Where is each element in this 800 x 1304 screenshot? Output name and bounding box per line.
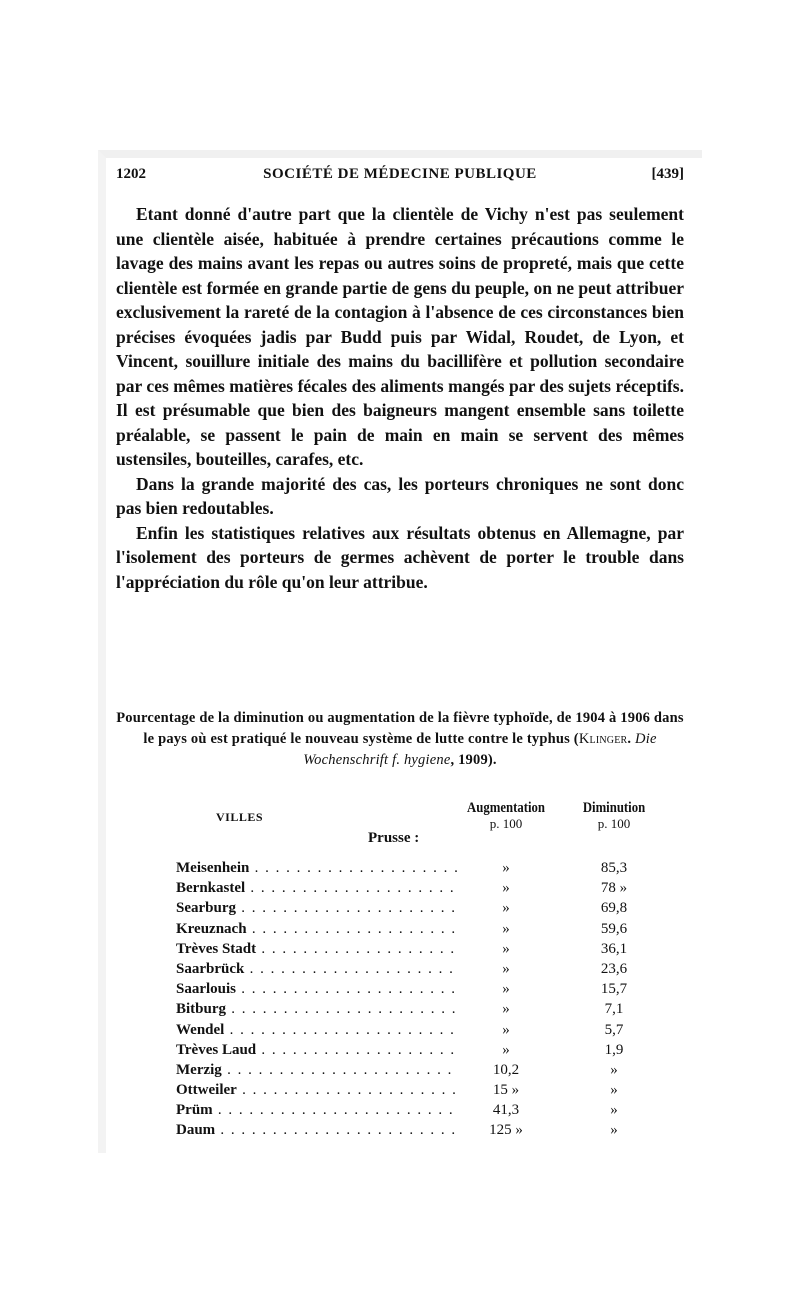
table-row bbox=[116, 858, 684, 878]
diminution-value: » bbox=[610, 1082, 618, 1099]
diminution-value: 69,8 bbox=[600, 900, 628, 917]
page-reference: [439] bbox=[651, 166, 684, 182]
table-row bbox=[116, 959, 684, 979]
column-header-augmentation bbox=[456, 800, 556, 832]
augmentation-label: Augmentation bbox=[467, 800, 545, 816]
running-head bbox=[116, 166, 684, 188]
city-name: Ottweiler . . . bbox=[176, 1080, 458, 1100]
table-row bbox=[116, 1060, 684, 1080]
diminution-value: 15,7 bbox=[600, 981, 628, 998]
diminution-value: 85,3 bbox=[600, 860, 628, 876]
column-header-diminution bbox=[564, 800, 664, 832]
augmentation-value: » bbox=[502, 1021, 510, 1038]
augmentation-value: » bbox=[502, 940, 510, 957]
table-row bbox=[116, 939, 684, 959]
table-row bbox=[116, 1120, 684, 1140]
diminution-value: » bbox=[610, 1122, 618, 1139]
augmentation-unit: p. 100 bbox=[489, 816, 523, 831]
city-name: Bernkastel . . . bbox=[176, 878, 458, 898]
table-row bbox=[116, 1040, 684, 1060]
city-name: Saarbrück . . . bbox=[176, 959, 458, 979]
augmentation-value: 125 » bbox=[489, 1122, 523, 1139]
diminution-value: 23,6 bbox=[600, 960, 628, 977]
city-name: Trèves Stadt . . . bbox=[176, 939, 458, 959]
paragraph: Dans la grande majorité des cas, les porteurs chroniques ne sont donc pas bien redoutables. bbox=[116, 473, 684, 518]
paragraph: Enfin les statistiques relatives aux résultats obtenus en Allemagne, par l'isolement des porteurs de germes achèvent de porter le trouble dans l'appréciation du rôle qu'on leur attribue. bbox=[116, 522, 684, 592]
caption-author: Klinger bbox=[578, 731, 628, 747]
table-row bbox=[116, 1020, 684, 1040]
caption-main: Pourcentage de la diminution ou augmentation de la fièvre typhoïde, de 1904 à 1906 dans le pays où est pratiqué le nouveau système de lutte contre le typhus ( bbox=[116, 710, 684, 747]
city-name: Merzig . . . bbox=[176, 1060, 458, 1080]
augmentation-value: » bbox=[502, 920, 510, 937]
augmentation-value: » bbox=[502, 1041, 510, 1058]
body-text bbox=[116, 202, 684, 594]
city-name: Kreuznach . . . bbox=[176, 919, 458, 939]
region-label: Prusse : bbox=[368, 830, 420, 846]
augmentation-value: 15 » bbox=[492, 1082, 520, 1099]
caption-end: , 1909). bbox=[450, 752, 497, 768]
augmentation-value: » bbox=[502, 1001, 510, 1018]
caption-journal: Die Wochenschrift f. hygiene bbox=[303, 731, 657, 768]
city-name: Searburg . . . bbox=[176, 898, 458, 918]
column-header-villes: VILLES bbox=[216, 810, 264, 824]
city-name: Trèves Laud . . . bbox=[176, 1040, 458, 1060]
city-name: Saarlouis . . . bbox=[176, 979, 458, 999]
paragraph: Etant donné d'autre part que la clientèle de Vichy n'est pas seulement une clientèle aisée, habituée à prendre certaines précautions comme le lavage des mains avant les repas ou autres soins de propreté, mais que cette clientèle est formée en grande partie de gens du peuple, on ne peut attribuer exclusivement la rareté de la contagion à l'absence de ces circonstances bien précises évoquées jadis par Budd puis par Widal, Roudet, de Lyon, et Vincent, souillure initiale des mains du bacillifère et pollution secondaire par ces mêmes matières fécales des aliments mangés par des sujets réceptifs. Il est présumable que bien des baigneurs mangent ensemble sans toilette préalable, se passent le pain de main en main se servent des mêmes ustensiles, bouteilles, carafes, etc. bbox=[116, 204, 684, 469]
diminution-value: 59,6 bbox=[600, 920, 628, 937]
city-name: Wendel . . . bbox=[176, 1020, 458, 1040]
diminution-value: 7,1 bbox=[604, 1001, 624, 1018]
table-caption bbox=[116, 708, 684, 771]
table-row bbox=[116, 919, 684, 939]
diminution-value: 78 » bbox=[600, 880, 628, 897]
diminution-value: 1,9 bbox=[604, 1041, 624, 1058]
augmentation-value: » bbox=[502, 900, 510, 917]
caption-separator: . bbox=[627, 731, 636, 747]
page-number: 1202 bbox=[116, 166, 146, 182]
city-name: Prüm . . . bbox=[176, 1100, 458, 1120]
journal-title: SOCIÉTÉ DE MÉDECINE PUBLIQUE bbox=[263, 166, 537, 182]
table-row bbox=[116, 999, 684, 1019]
table-row bbox=[116, 1100, 684, 1120]
augmentation-value: » bbox=[502, 960, 510, 977]
diminution-value: 5,7 bbox=[604, 1021, 624, 1038]
city-name: Bitburg . . . bbox=[176, 999, 458, 1019]
augmentation-value: 10,2 bbox=[492, 1061, 520, 1078]
table-row bbox=[116, 979, 684, 999]
augmentation-value: » bbox=[502, 880, 510, 897]
augmentation-value: » bbox=[502, 981, 510, 998]
augmentation-value: » bbox=[502, 860, 510, 876]
diminution-value: » bbox=[610, 1102, 618, 1119]
table-row bbox=[116, 898, 684, 918]
diminution-label: Diminution bbox=[582, 800, 646, 816]
statistics-table bbox=[116, 796, 684, 1146]
table-rows bbox=[116, 858, 684, 1141]
augmentation-value: 41,3 bbox=[492, 1102, 520, 1119]
city-name: Daum . . . bbox=[176, 1120, 458, 1140]
table-row bbox=[116, 878, 684, 898]
diminution-value: » bbox=[610, 1061, 618, 1078]
table-row bbox=[116, 1080, 684, 1100]
diminution-unit: p. 100 bbox=[597, 816, 631, 831]
diminution-value: 36,1 bbox=[600, 940, 628, 957]
city-name: Meisenhein . . . bbox=[176, 858, 458, 878]
